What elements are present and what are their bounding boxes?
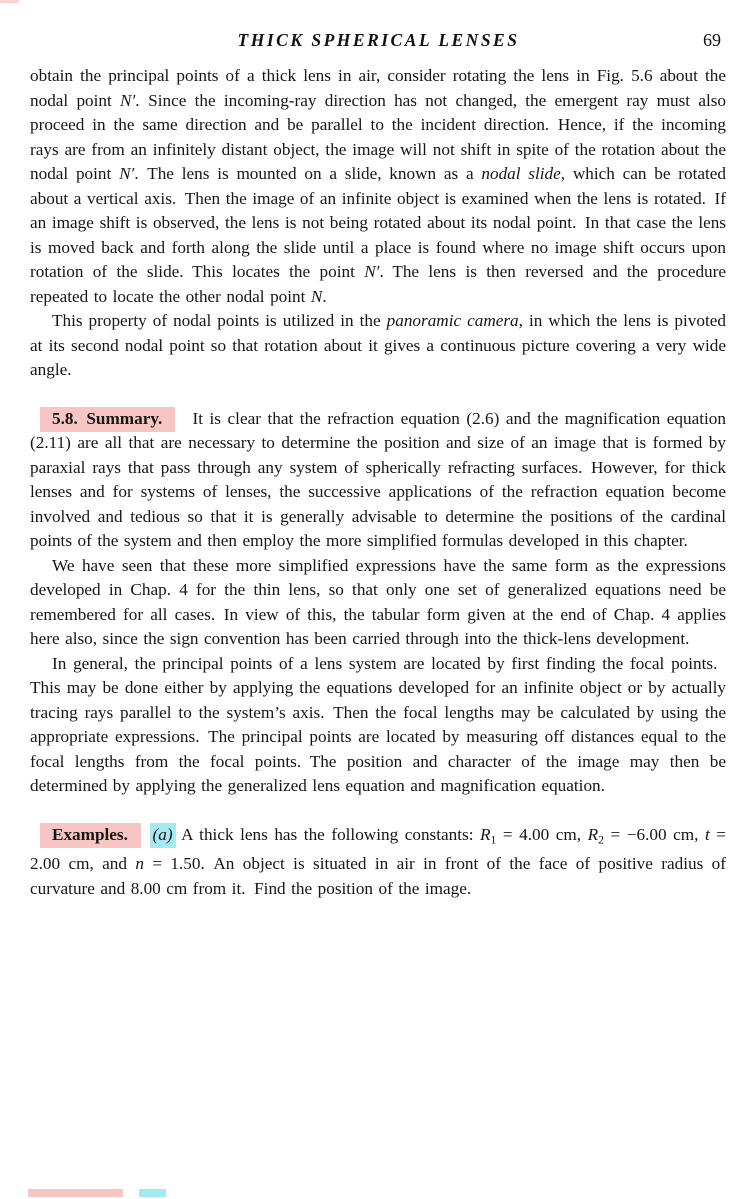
body-text: = 2.00 cm, and (30, 824, 726, 874)
italic-text: N′ (120, 90, 136, 110)
italic-text: nodal slide (481, 164, 561, 183)
italic-text: R (480, 824, 491, 844)
para-summary (30, 407, 726, 554)
page-number: 69 (703, 30, 721, 50)
page-header (30, 30, 727, 56)
scan-artifact-top-left-pink (0, 0, 19, 3)
body-text: It is clear that the refraction equation (2.6) and the magnification equation (2.11) are all that are necessary to determine the position and size of an image that is formed by paraxial rays that pass through any system of spherically refracting surfaces. However, for thick lenses and for systems of lenses, the successive applications of the refraction equation become involved and tedious so that it is generally advisable to determine the positions of the cardinal points of the system and then employ the more simplified formulas developed in this chapter. (30, 408, 726, 550)
body-text (141, 825, 150, 844)
body-text: = 4.00 cm, (496, 824, 588, 844)
subscript-text: 1 (490, 832, 497, 846)
para-nodal-slide (30, 64, 726, 309)
pink-highlighted-heading: Examples. (40, 823, 141, 848)
body-text: We have seen that these more simplified expressions have the same form as the expressions developed in Chap. 4 for the thin lens, so that only one set of generalized equations need be remembered for all cases. In view of this, the tabular form given at the end of Chap. 4 applies here also, since the sign convention has been carried through into the thick-lens development. (30, 555, 726, 648)
cyan-highlighted-label: (a) (150, 823, 176, 848)
para-in-general (30, 652, 726, 799)
body-text: . The lens is then reversed and the procedure repeated to locate the other nodal point (30, 262, 726, 306)
para-we-have-seen (30, 554, 726, 652)
subscript-text: 2 (598, 832, 604, 846)
body-text: . Since the incoming-ray direction has not changed, the emergent ray must also proceed in the same direction and be parallel to the incident direction. Hence, if the incoming rays are from an infinitely distant object, the image will not shift in spite of the rotation about the nodal point (30, 90, 727, 183)
italic-text: N (310, 286, 323, 306)
italic-text: N′ (364, 262, 380, 281)
italic-text: N′ (119, 164, 135, 183)
italic-text: n (135, 854, 144, 874)
body-text: . The lens is mounted on a slide, known as a (134, 164, 482, 183)
running-title: THICK SPHERICAL LENSES (237, 30, 520, 50)
body-text: = −6.00 cm, (604, 824, 705, 844)
body-text: In general, the principal points of a lens system are located by first finding the focal points. This may be done either by applying the equations developed for an infinite object or by actually tracing rays parallel to the system’s axis. Then the focal lengths may be calculated by using the appropriate expressions. The principal points are located by measuring off distances equal to the focal lengths from the focal points. The position and character of the image may then be determined by applying the generalized lens equation and magnification equation. (30, 653, 726, 795)
para-panoramic-camera (30, 309, 726, 383)
italic-text: panoramic camera (386, 311, 519, 330)
italic-text: t (704, 824, 710, 844)
body-text: A thick lens has the following constants: (175, 824, 481, 844)
body-text: . (322, 286, 327, 306)
scan-artifact-bottom-cyan (139, 1189, 166, 1197)
para-examples (30, 823, 726, 902)
body-text: , in which the lens is pivoted at its second nodal point so that rotation about it gives a continuous picture covering a very wide angle. (30, 311, 726, 379)
body-text: This property of nodal points is utilized in the (52, 311, 387, 330)
italic-text: R (587, 824, 599, 844)
body-text: = 1.50. An object is situated in air in front of the face of positive radius of curvature and 8.00 cm from it. Find the position of the image. (30, 854, 726, 898)
scan-artifact-bottom-pink (28, 1189, 123, 1197)
pink-highlighted-heading: 5.8. Summary. (40, 407, 175, 432)
body-text: , which can be rotated about a vertical axis. Then the image of an infinite object is examined when the lens is rotated. If an image shift is observed, the lens is not being rotated about its nodal point. In that case the lens is moved back and forth along the slide until a place is found where no image shift occurs upon rotation of the slide. This locates the point (30, 164, 727, 281)
page-body (30, 64, 726, 901)
body-text: obtain the principal points of a thick lens in air, consider rotating the lens in Fig. 5.6 about the nodal point (30, 66, 726, 110)
